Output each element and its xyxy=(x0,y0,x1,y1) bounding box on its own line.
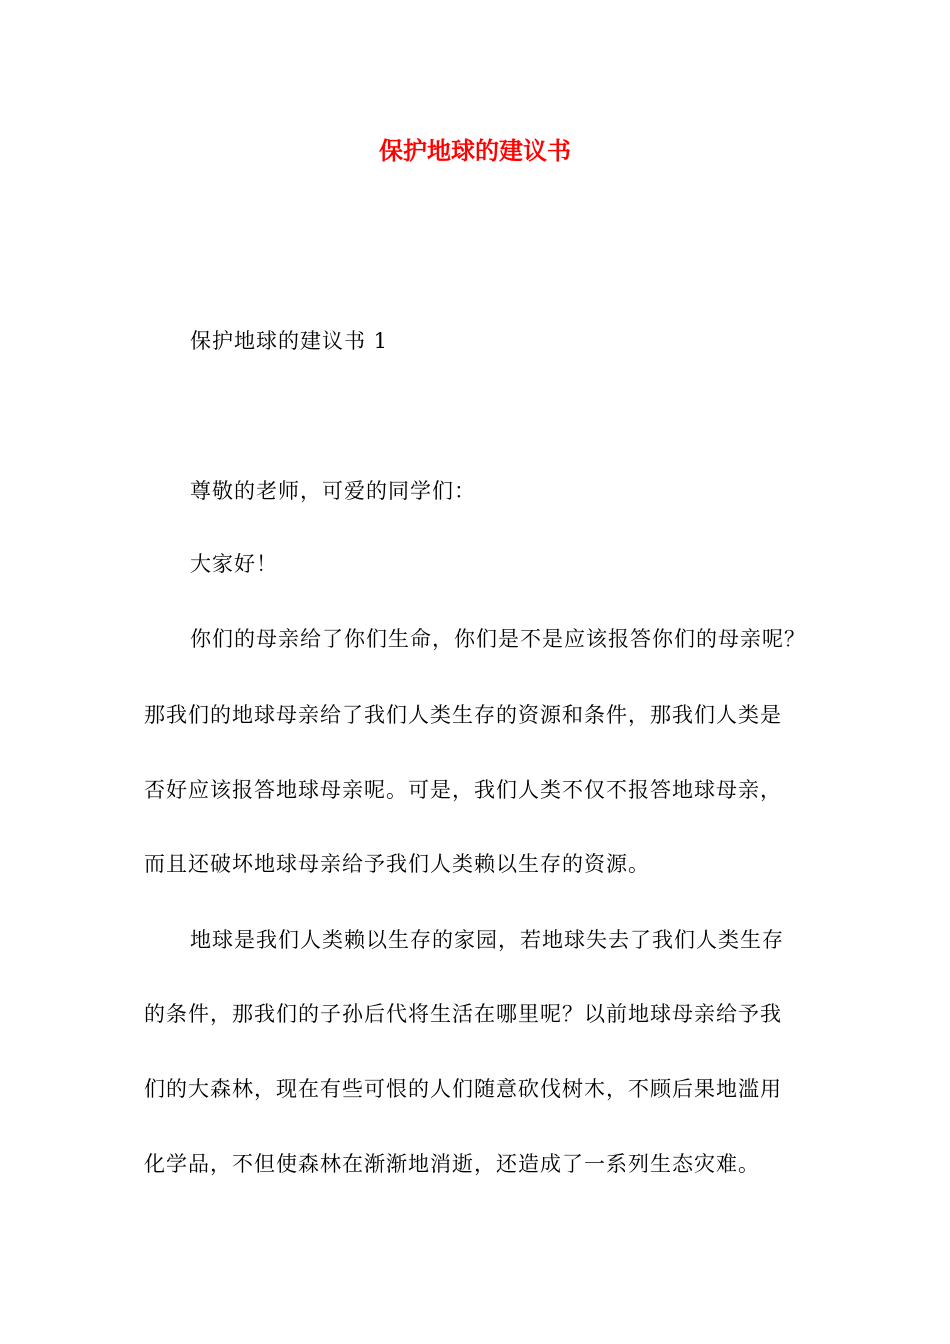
paragraph-1-line-4: 而且还破坏地球母亲给予我们人类赖以生存的资源。 xyxy=(144,852,650,876)
paragraph-2-line-2: 的条件，那我们的子孙后代将生活在哪里呢？以前地球母亲给予我 xyxy=(144,1002,782,1026)
hello-line: 大家好！ xyxy=(190,552,278,576)
paragraph-2-line-4: 化学品，不但使森林在渐渐地消逝，还造成了一系列生态灾难。 xyxy=(144,1152,760,1176)
greeting-line: 尊敬的老师，可爱的同学们： xyxy=(190,479,476,503)
paragraph-1-line-3: 否好应该报答地球母亲呢。可是，我们人类不仅不报答地球母亲， xyxy=(144,778,782,802)
section-heading: 保护地球的建议书 1 xyxy=(190,329,389,353)
paragraph-2-line-1: 地球是我们人类赖以生存的家园，若地球失去了我们人类生存 xyxy=(190,928,784,952)
document-title: 保护地球的建议书 xyxy=(379,136,571,165)
paragraph-1-line-1: 你们的母亲给了你们生命，你们是不是应该报答你们的母亲呢？ xyxy=(190,627,806,651)
paragraph-2-line-3: 们的大森林，现在有些可恨的人们随意砍伐树木，不顾后果地滥用 xyxy=(144,1077,782,1101)
paragraph-1-line-2: 那我们的地球母亲给了我们人类生存的资源和条件，那我们人类是 xyxy=(144,703,782,727)
